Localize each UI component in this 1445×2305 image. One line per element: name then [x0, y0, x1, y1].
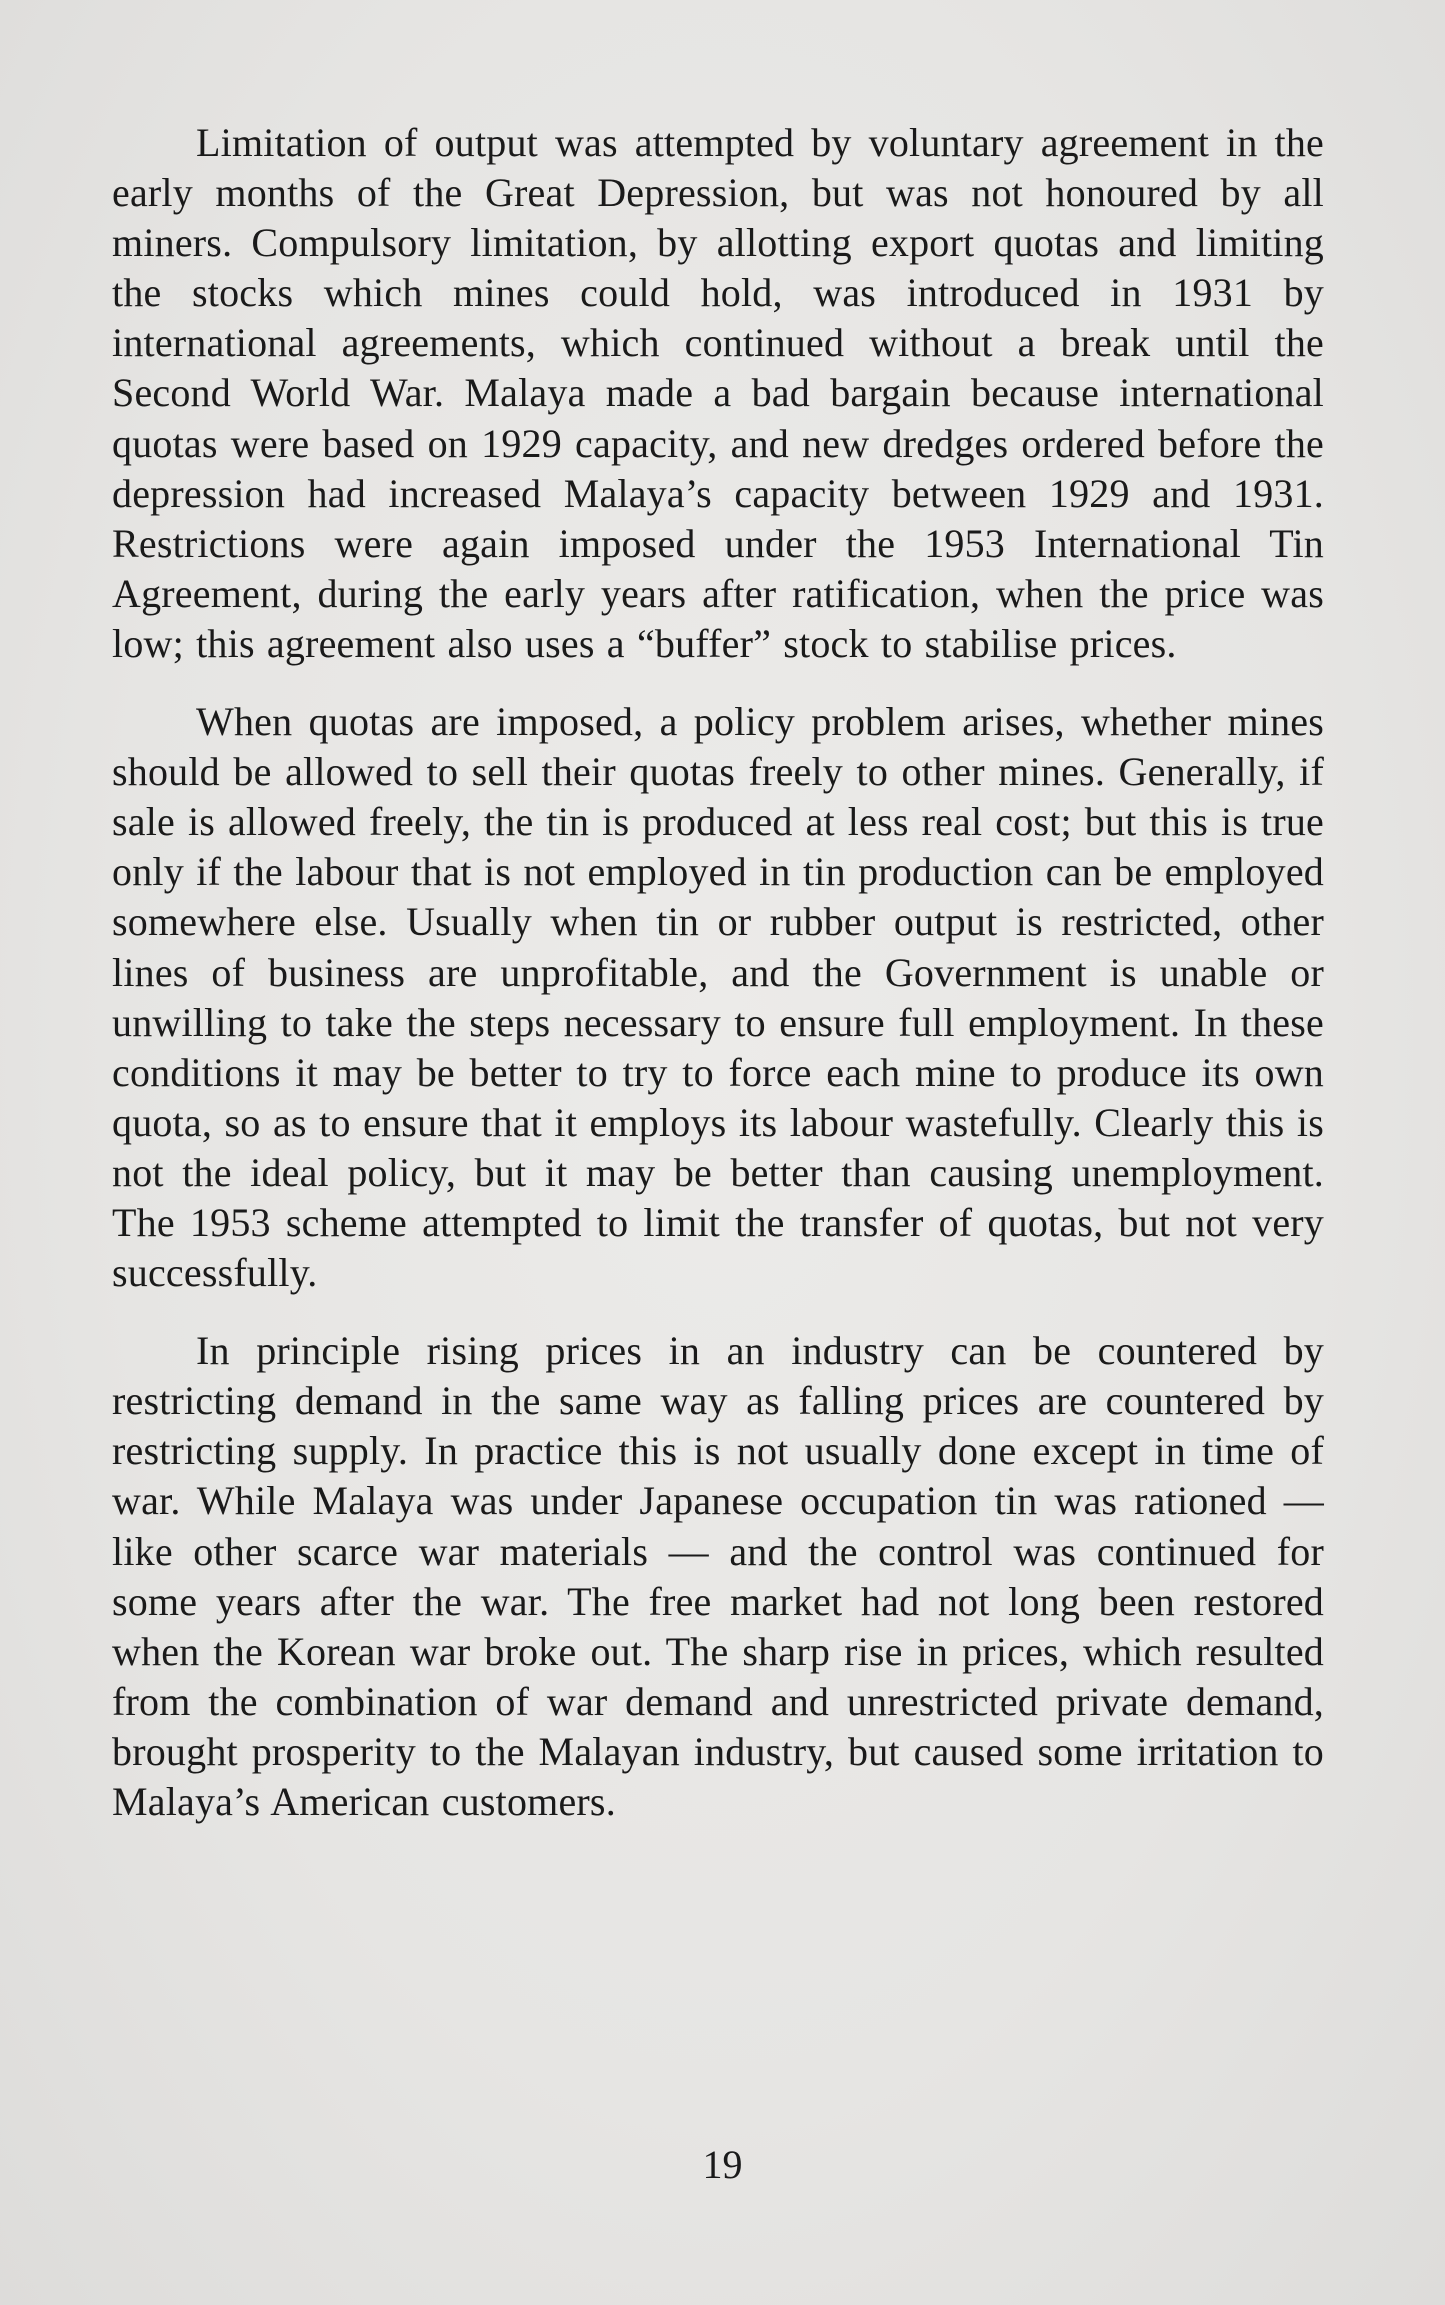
paragraph-rising-prices: In principle rising prices in an industry can be countered by restricting demand in the same way as falling prices are countered by restricting supply. In practice this is not usually done except in time of war. While Malaya was under Japanese occupation tin was rationed — like other scarce war materials — and the control was continued for some years after the war. The free market had not long been restored when the Korean war broke out. The sharp rise in prices, which resulted from the combination of war demand and unrestricted private demand, brought prosperity to the Malayan industry, but caused some irritation to Malaya’s American customers.: [112, 1328, 1324, 1824]
paragraph-quota-policy: When quotas are imposed, a policy problem arises, whether mines should be allowed to sell their quotas freely to other mines. Generally, if sale is allowed freely, the tin is produced at less real cost; but this is true only if the labour that is not employed in tin production can be employed somewhere else. Usually when tin or rubber output is restricted, other lines of business are unprofitable, and the Government is unable or unwilling to take the steps necessary to ensure full employment. In these conditions it may be better to try to force each mine to produce its own quota, so as to ensure that it employs its labour wastefully. Clearly this is not the ideal policy, but it may be better than causing unemployment. The 1953 scheme attempted to limit the transfer of quotas, but not very successfully.: [112, 699, 1324, 1296]
paragraph-output-limitation: Limitation of output was attempted by voluntary agreement in the early months of the Great Depression, but was not honoured by all miners. Compulsory limitation, by allotting export quotas and limiting the stocks which mines could hold, was introduced in 1931 by international agreements, which continued without a break until the Second World War. Malaya made a bad bargain because international quotas were based on 1929 capacity, and new dredges ordered before the depression had increased Malaya’s capacity between 1929 and 1931. Restrictions were again imposed under the 1953 International Tin Agreement, during the early years after ratification, when the price was low; this agreement also uses a “buffer” stock to stabilise prices.: [112, 120, 1324, 666]
page-number: 19: [702, 2142, 743, 2187]
body-text: [112, 118, 1324, 1827]
